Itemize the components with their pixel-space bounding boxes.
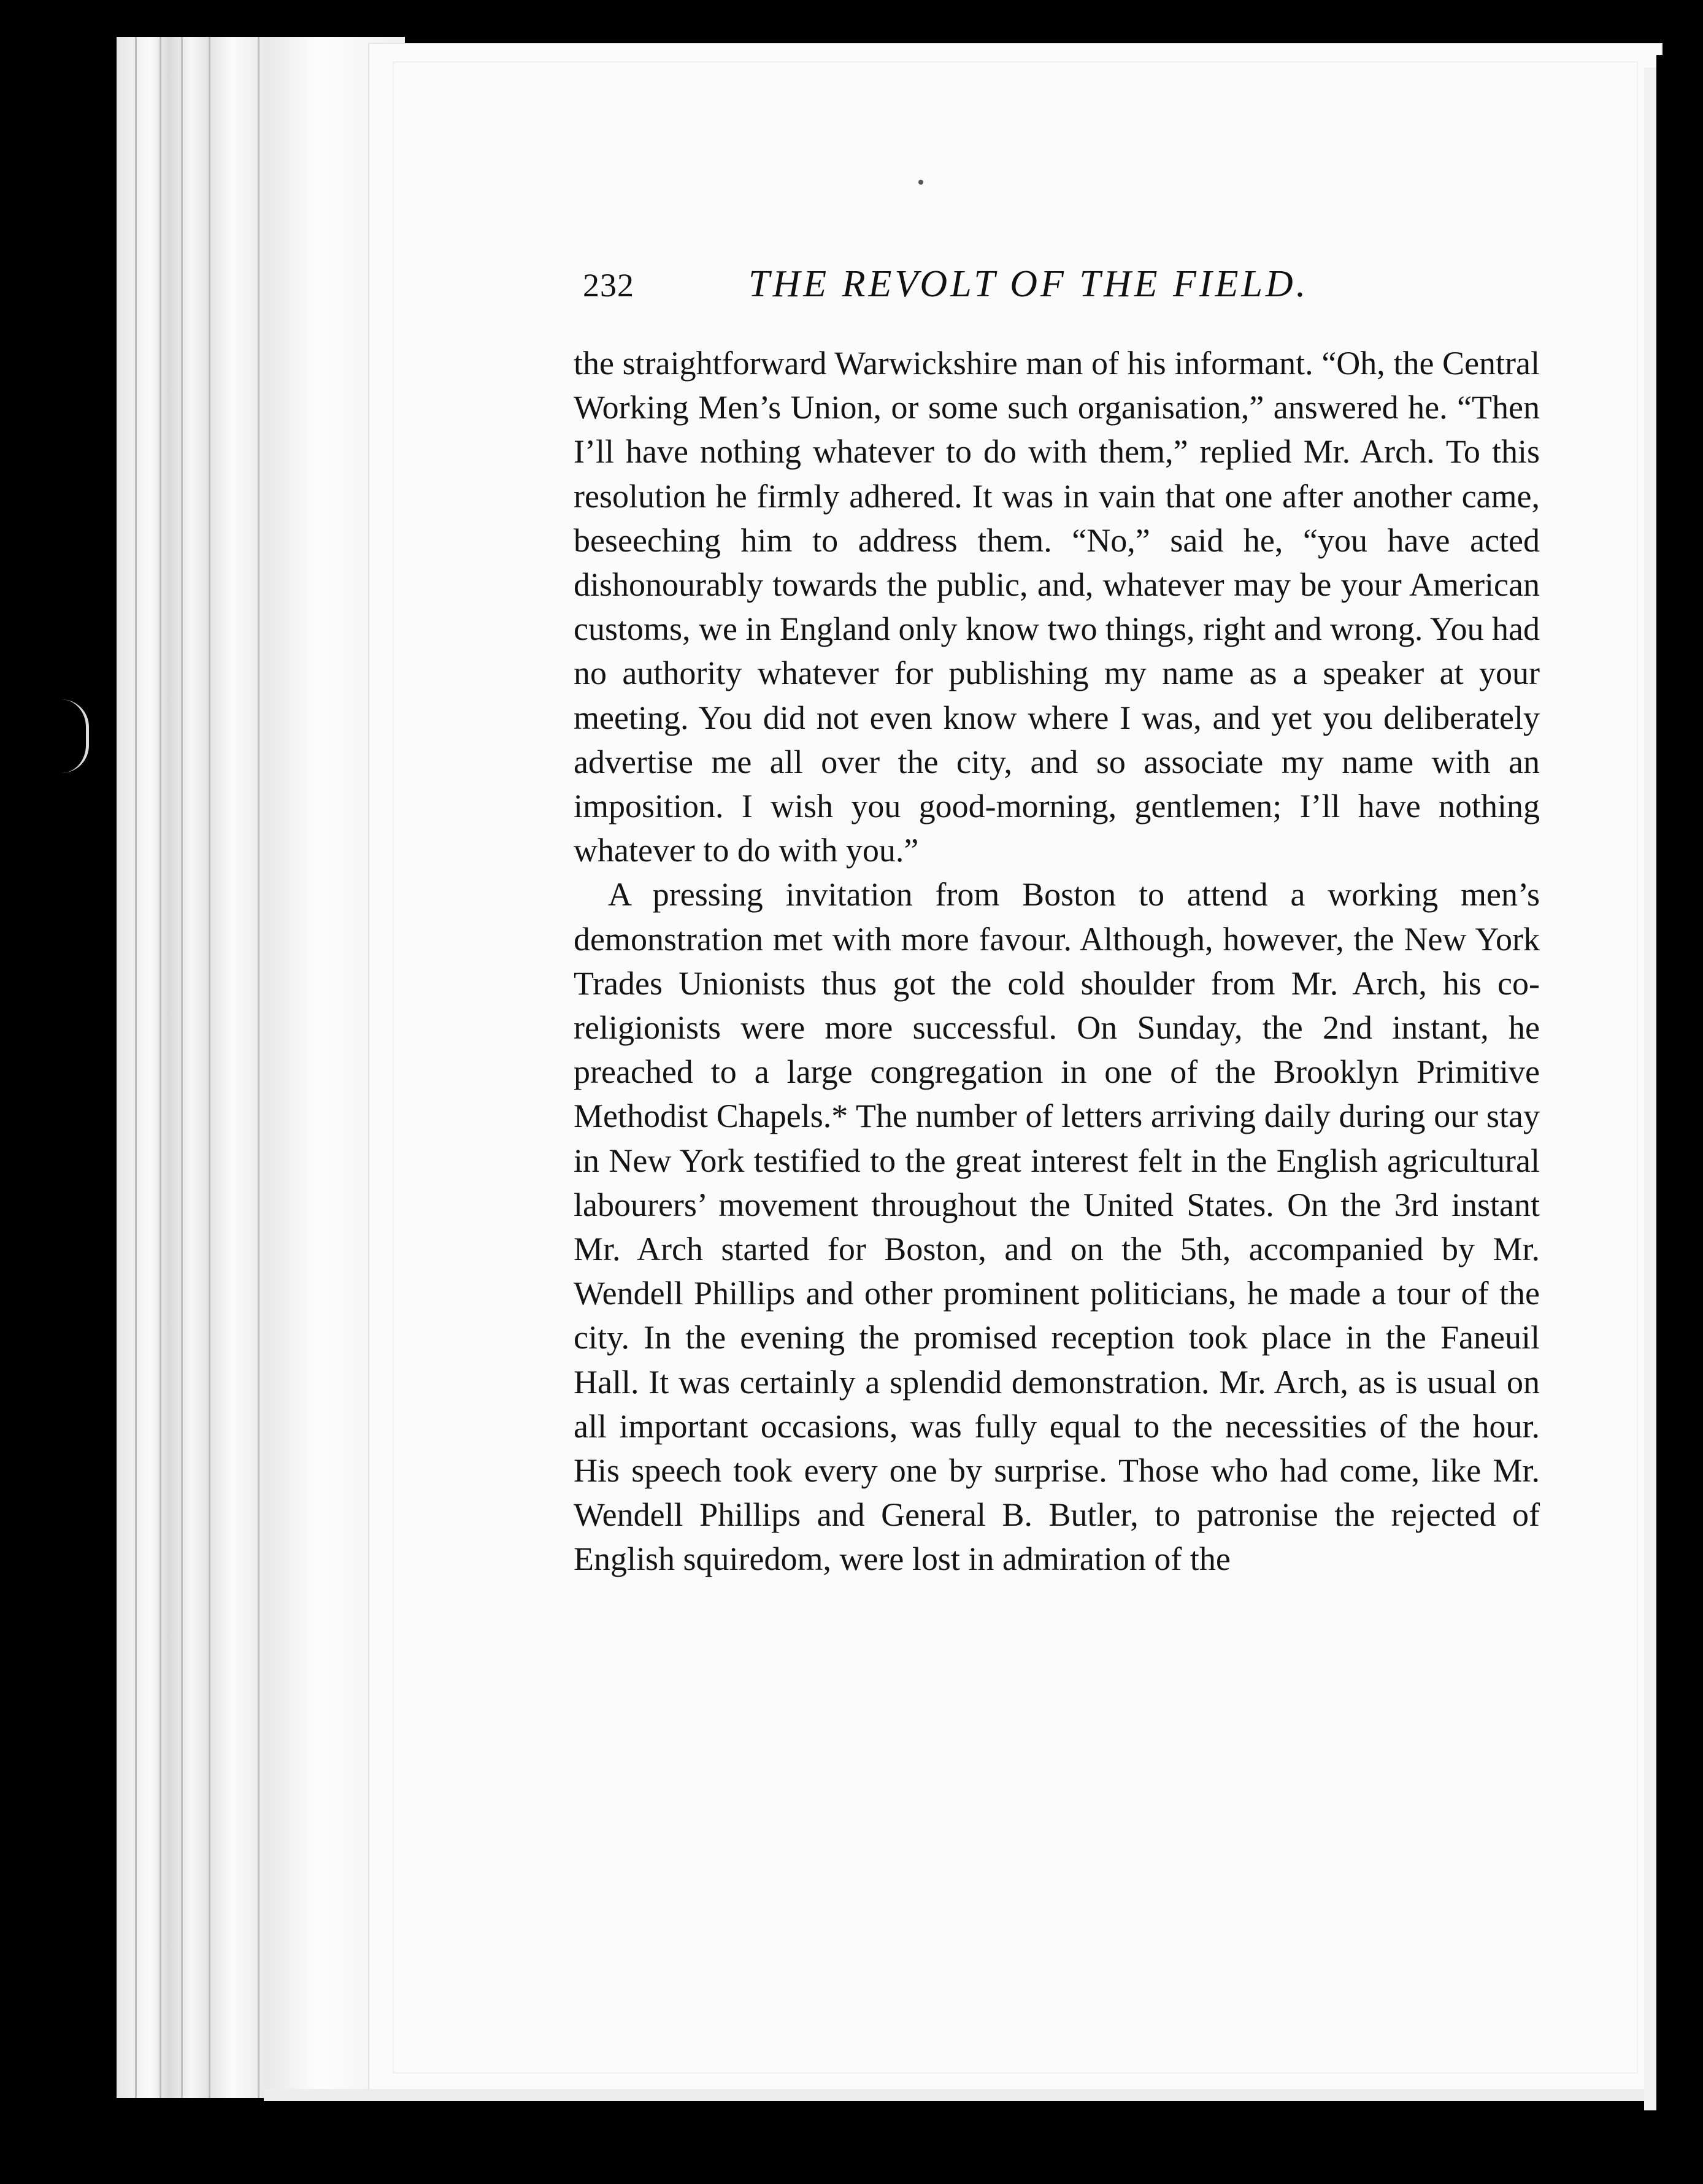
body-text bbox=[574, 341, 1540, 1582]
bottom-page-edge bbox=[264, 2089, 1650, 2101]
page-edges-stack bbox=[117, 37, 405, 2098]
paragraph: the straightforward Warwickshire man of his informant. “Oh, the Central Working Men’s Union, or some such organisation,” answered he. “Then I’ll have nothing whatever to do with them,” replied Mr. Arch. To this resolution he firmly adhered. It was in vain that one after another came, beseeching him to address them. “No,” said he, “you have acted dishonourably towards the public, and, whatever may be your American customs, we in England only know two things, right and wrong. You had no authority whatever for publishing my name as a speaker at your meeting. You did not even know where I was, and yet you deliberately advertise me all over the city, and so associate my name with an imposition. I wish you good-morning, gentlemen; I’ll have nothing whatever to do with you.” bbox=[574, 345, 1540, 869]
running-head bbox=[583, 263, 1417, 312]
speck bbox=[918, 180, 923, 185]
page-number: 232 bbox=[583, 267, 634, 304]
right-page-edge bbox=[1644, 67, 1656, 2110]
left-margin-mark bbox=[61, 699, 89, 773]
running-title: THE REVOLT OF THE FIELD. bbox=[748, 263, 1309, 305]
paragraph: A pressing invitation from Boston to attend a working men’s demonstration met with more favour. Although, however, the New York Trades Unionists thus got the cold shoulder from Mr. Arch, his co-religionists were more successful. On Sunday, the 2nd instant, he preached to a large congregation in one of the Brooklyn Primitive Methodist Chapels.* The number of letters arriving daily during our stay in New York testified to the great interest felt in the English agricultural labourers’ movement throughout the United States. On the 3rd instant Mr. Arch started for Boston, and on the 5th, accompanied by Mr. Wendell Phillips and other prominent politicians, he made a tour of the city. In the evening the promised reception took place in the Faneuil Hall. It was certainly a splendid demonstration. Mr. Arch, as is usual on all important occasions, was fully equal to the necessities of the hour. His speech took every one by surprise. Those who had come, like Mr. Wendell Phillips and General B. Butler, to patronise the rejected of English squiredom, were lost in admiration of the bbox=[574, 876, 1540, 1578]
right-binding bbox=[1656, 55, 1703, 2098]
